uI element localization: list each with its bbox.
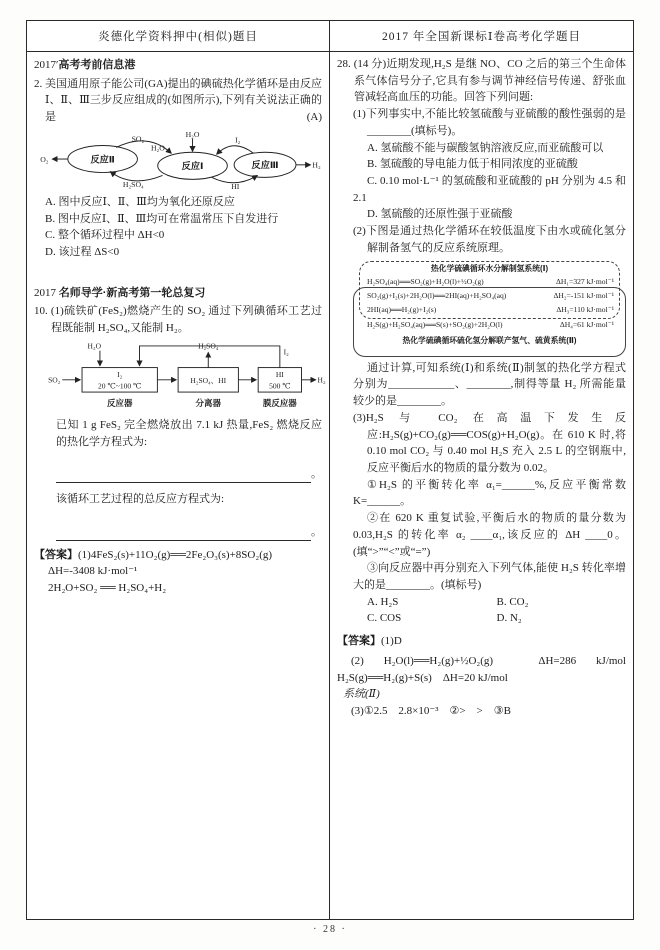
question2-option-d: D. 该过程 ΔS<0 xyxy=(45,246,120,259)
flow-h2o-in-label: H₂O xyxy=(87,341,102,351)
question2-option-a: A. 图中反应Ⅰ、Ⅱ、Ⅲ均为氧化还原反应 xyxy=(45,195,235,208)
blank-suffix: 。 xyxy=(311,468,322,481)
answer-label: 【答案】 xyxy=(337,635,381,648)
answer-blank-line-1 xyxy=(56,466,322,483)
flow-i2-recycle-label: I₂ xyxy=(283,347,289,357)
question28-part2-intro: (2)下图是通过热化学循环在较低温度下由水或硫化氢分解制备氢气的反应系统原理。 xyxy=(353,225,626,254)
flow-reactor-caption: 反应器 xyxy=(107,398,133,409)
flow-so2-in-label: SO₂ xyxy=(48,375,61,385)
answer-line-3: (3)①2.5 2.8×10⁻³ ②> > ③B xyxy=(351,705,511,717)
part3-option-b: B. CO₂ xyxy=(496,595,529,608)
section2-name: 名师导学·新高考第一轮总复习 xyxy=(58,286,206,299)
cycle-arc-h2o-label: H₂O xyxy=(150,143,165,153)
question28-part1-option-d: D. 氢硫酸的还原性强于亚硫酸 xyxy=(367,208,513,221)
blank-rule xyxy=(56,527,311,541)
system2-label: 热化学硫碘循环硫化氢分解联产氢气、硫黄系统(Ⅱ) xyxy=(402,335,577,345)
thermo-equation-row xyxy=(367,292,614,300)
equation-4-dh: ΔH₄=61 kJ·mol⁻¹ xyxy=(559,319,614,329)
question28-part1-option-a: A. 氢硫酸不能与碳酸氢钠溶液反应,而亚硫酸可以 xyxy=(367,141,604,154)
flow-h2so4-out-label: H₂SO₄ xyxy=(198,341,219,351)
flow-reactor-line1: I₂ xyxy=(117,369,123,379)
section1-prefix: 2017′ xyxy=(34,59,59,71)
thermo-equation-row xyxy=(367,278,614,286)
cycle-arc-i2 xyxy=(217,146,254,154)
section1-title xyxy=(34,57,322,74)
equation-1-dh: ΔH₁=327 kJ·mol⁻¹ xyxy=(556,276,614,286)
cycle-h2o-in-label: H₂O xyxy=(185,129,200,139)
part3-option-d: D. N₂ xyxy=(496,612,522,625)
cycle-arc-hi-label: HI xyxy=(231,181,240,191)
answer-line-2: ΔH=-3408 kJ·mol⁻¹ xyxy=(48,565,138,578)
answer-line-3: 2H₂O+SO₂ ══ H₂SO₄+H₂ xyxy=(48,581,167,594)
cycle-arc-h2so4-label: H₂SO₄ xyxy=(122,179,144,189)
cycle-h2-out-label: H₂ xyxy=(312,160,321,170)
question28-part1: (1)下列事实中,不能比较氢硫酸与亚硫酸的酸性强弱的是________(填标号)。 xyxy=(353,108,626,137)
blank-rule xyxy=(56,469,311,483)
question2-option-c: C. 整个循环过程中 ΔH<0 xyxy=(45,229,165,242)
question28-part3-item3: ③向反应器中再分别充入下列气体,能使 H₂S 转化率增大的是________。(填标号) xyxy=(353,562,626,591)
answer-label: 【答案】 xyxy=(34,548,78,561)
page-number: · 28 · xyxy=(313,924,347,935)
header-right-title: 2017 年全国新课标Ⅰ卷高考化学题目 xyxy=(382,31,581,43)
cycle-node-reaction1-label: 反应Ⅰ xyxy=(181,161,204,172)
iodine-process-flow-diagram xyxy=(34,339,326,415)
question10-known-text: 已知 1 g FeS₂ 完全燃烧放出 7.1 kJ 热量,FeS₂ 燃烧反应的热化学方程式为: xyxy=(56,418,322,448)
question28-part2-text: 通过计算,可知系统(Ⅰ)和系统(Ⅱ)制氢的热化学方程式分别为____________、________,制得等量 H₂ 所需能量较少的是________。 xyxy=(353,361,626,408)
iodine-sulfur-cycle-diagram xyxy=(34,128,324,192)
equation-3-dh: ΔH₃=110 kJ·mol⁻¹ xyxy=(556,304,614,314)
question28-part3-options-row2 xyxy=(353,610,626,627)
question28-part3-intro: (3)H₂S 与 CO₂ 在高温下发生反应:H₂S(g)+CO₂(g)══COS(g)+H₂O(g)。在 610 K 时,将 0.10 mol CO₂ 与 0.40 mol H₂S 充入 2.5 L 的空钢瓶中,反应平衡后水的物质的量分数为 0.02。 xyxy=(353,411,626,474)
flow-reactor-line2: 20 ℃~100 ℃ xyxy=(97,381,142,391)
question10-stem: 10. (1)硫铁矿(FeS₂)燃烧产生的 SO₂ 通过下列碘循环工艺过程既能制 H₂SO₄,又能制 H₂。 xyxy=(34,305,322,335)
flow-separator-caption: 分离器 xyxy=(195,398,221,409)
question2-stem: 2. 美国通用原子能公司(GA)提出的碘硫热化学循环是由反应Ⅰ、Ⅱ、Ⅲ三步反应组成的(如图所示),下列有关说法正确的是 (A) xyxy=(34,76,322,126)
answer-line-1: 【答案】(1)D xyxy=(337,635,402,648)
equation-1-formula: H₂SO₄(aq)══SO₂(g)+H₂O(l)+½O₂(g) xyxy=(367,276,484,286)
question28-part3-item1: ①H₂S 的平衡转化率 α₁=______%,反应平衡常数 K=______。 xyxy=(353,478,626,508)
question28-stem: 28. (14 分)近期发现,H₂S 是继 NO、CO 之后的第三个生命体系气体信号分子,它具有参与调节神经信号传递、舒张血管减轻高血压的功能。回答下列问题: xyxy=(337,58,626,104)
right-column xyxy=(330,52,637,919)
cycle-arc-so2-label: SO₂ xyxy=(131,134,145,144)
header-row xyxy=(27,21,633,52)
flow-h2-out-label: H₂ xyxy=(317,375,326,385)
left-column xyxy=(27,52,330,919)
question28-answer-block xyxy=(337,633,637,720)
equation-3-formula: 2HI(aq)══H₂(g)+I₂(s) xyxy=(367,304,437,314)
cycle-arc-i2-label: I₂ xyxy=(235,135,241,145)
question2-option-b: B. 图中反应Ⅰ、Ⅱ、Ⅲ均可在常温常压下自发进行 xyxy=(45,212,279,225)
body-row xyxy=(27,52,637,919)
question10-answer-block xyxy=(34,547,322,597)
question28-body xyxy=(337,106,626,627)
cycle-node-reaction3-label: 反应Ⅲ xyxy=(251,160,279,171)
answer-line-2: (2) H₂O(l)══H₂(g)+½O₂(g) ΔH=286 kJ/mol H₂S(g)══H₂(g)+S(s) ΔH=20 kJ/mol xyxy=(337,654,637,684)
flow-membrane-caption: 膜反应器 xyxy=(262,398,297,409)
exam-sheet xyxy=(26,20,637,920)
question28-part1-option-c: C. 0.10 mol·L⁻¹ 的氢硫酸和亚硫酸的 pH 分别为 4.5 和 2.1 xyxy=(353,175,626,204)
thermo-equation-row xyxy=(367,321,614,329)
answer-line-1: 【答案】(1)4FeS₂(s)+11O₂(g)══2Fe₂O₃(s)+8SO₂(g) xyxy=(34,548,273,561)
flow-membrane-line1: HI xyxy=(275,369,284,379)
question28-part1-option-b: B. 氢硫酸的导电能力低于相同浓度的亚硫酸 xyxy=(367,158,578,171)
question28-part3-options-row1 xyxy=(353,594,626,611)
question28-part3-item2: ②在 620 K 重复试验,平衡后水的物质的量分数为 0.03,H₂S 的转化率 α₂ ____α₁,该反应的 ΔH ____0。(填“>”“<”或“=”) xyxy=(353,512,626,558)
header-left-title: 炎德化学资料押中(相似)题目 xyxy=(27,21,330,51)
question10-body xyxy=(34,417,322,541)
thermochemical-systems-diagram xyxy=(353,261,626,357)
flow-membrane-line2: 500 ℃ xyxy=(269,381,291,391)
cycle-o2-out-label: O₂ xyxy=(40,154,49,164)
answer-line-2b: 系统(Ⅱ) xyxy=(343,688,380,701)
equation-2-formula: SO₂(g)+I₂(s)+2H₂O(l)══2HI(aq)+H₂SO₄(aq) xyxy=(367,290,507,300)
system1-label: 热化学硫碘循环水分解制氢系统(Ⅰ) xyxy=(430,263,549,273)
equation-4-formula: H₂S(g)+H₂SO₄(aq)══S(s)+SO₂(g)+2H₂O(l) xyxy=(367,319,503,329)
section1-name: 高考考前信息港 xyxy=(58,59,136,71)
part3-option-a: A. H₂S xyxy=(367,595,399,608)
section2-title xyxy=(34,285,322,302)
answer-blank-line-2 xyxy=(56,524,322,541)
cycle-node-reaction2-label: 反应Ⅱ xyxy=(90,154,115,165)
section2-prefix: 2017 xyxy=(34,286,59,299)
blank-suffix: 。 xyxy=(311,525,322,538)
flow-separator-text: H₂SO₄、HI xyxy=(190,376,227,386)
question10-total-text: 该循环工艺过程的总反应方程式为: xyxy=(56,493,225,506)
question2-answer-mark: (A) xyxy=(306,111,322,124)
equation-2-dh: ΔH₂=-151 kJ·mol⁻¹ xyxy=(553,290,614,300)
thermo-equation-row xyxy=(367,306,614,314)
part3-option-c: C. COS xyxy=(367,612,402,625)
